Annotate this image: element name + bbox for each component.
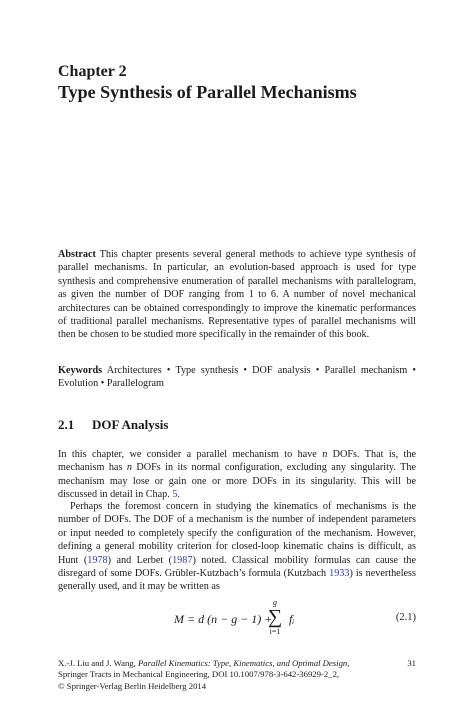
section-title: DOF Analysis — [92, 417, 169, 432]
abstract-text: This chapter presents several general methods to achieve type synthesis of parallel mechanisms. In particular, an evolution-based approach is used for type synthesis and comprehensive enumeration of parallel mechanisms with parallelogram, as given the number of DOF ranging from 1 to 6. A number of novel mechanical architectures can be obtained correspondingly to improve the kinematic performances of traditional parallel mechanisms. Representative types of parallel mechanisms will then be chosen to be studied more specifically in the remainder of this book. — [58, 249, 416, 341]
paragraph-1-text-c: DOFs in its normal configuration, excluding any singularity. The mechanism may lose or gain one or more DOFs in its singularity. This will be discussed in detail in Chap. — [58, 462, 416, 501]
footer-line-1 — [58, 658, 416, 669]
keywords — [58, 364, 416, 391]
variable-n: n — [322, 449, 328, 460]
summation-sign: ∑ — [267, 606, 283, 628]
summation-lower-limit: i=1 — [269, 627, 281, 636]
page-number: 31 — [407, 658, 416, 668]
variable-n: n — [126, 462, 132, 474]
equation-2-1 — [58, 598, 416, 642]
summation — [265, 598, 285, 636]
section-heading — [58, 417, 168, 433]
paragraph-2-text-a: Perhaps the foremost concern in studying the kinematics of mechanisms is the number of DOFs. The DOF of a mechanism is the number of independent parameters or input needed to completely specify the configuration of the mechanism. However, defining a general mobility criterion for closed-loop kinematic chains is difficult, as Hunt ( — [58, 501, 416, 566]
footer-line-3: © Springer-Verlag Berlin Heidelberg 2014 — [58, 680, 207, 691]
paragraph-2-text-b: ) and Lerbet ( — [107, 554, 173, 566]
keywords-text: Architectures • Type synthesis • DOF analysis • Parallel mechanism • Evolution • Parallelogram — [58, 365, 417, 390]
footer — [58, 658, 416, 692]
paragraph-2-text-c: ) noted. Classical mobility formulas can cause the disregard of some DOFs. Grübler-Kutzbach’s formula (Kutzbach — [58, 554, 416, 580]
footer-line-2: Springer Tracts in Mechanical Engineering, DOI 10.1007/978-3-642-36929-2_2, — [58, 669, 340, 680]
footer-authors: X.-J. Liu and J. Wang, — [58, 658, 138, 668]
paragraph-1-text-a: In this chapter, we consider a parallel mechanism to have — [58, 449, 323, 460]
chapter-title: Type Synthesis of Parallel Mechanisms — [58, 82, 357, 102]
footer-book-title: Parallel Kinematics: Type, Kinematics, and Optimal Design — [137, 658, 348, 668]
paragraph-1 — [58, 448, 416, 502]
equation-number: (2.1) — [395, 612, 416, 623]
footer-comma: , — [347, 658, 350, 668]
equation-lhs: M = d (n − g − 1) + — [174, 612, 273, 626]
paragraph-1-text-d: . — [177, 489, 180, 501]
paragraph-2 — [58, 500, 416, 594]
summation-upper-limit: g — [273, 598, 277, 607]
abstract — [58, 248, 416, 342]
keywords-label: Keywords — [58, 365, 103, 376]
paragraph-2-text-d: ) is nevertheless generally used, and it may be written as — [58, 568, 416, 593]
citation-lerbet-link[interactable]: 1987 — [172, 554, 193, 566]
abstract-label: Abstract — [58, 249, 96, 260]
citation-kutzbach-link[interactable]: 1933 — [329, 568, 350, 580]
section-number: 2.1 — [58, 417, 75, 432]
equation-term: fᵢ — [289, 612, 295, 626]
citation-hunt-link[interactable]: 1978 — [87, 554, 108, 566]
chapter-link[interactable]: 5 — [172, 489, 178, 501]
chapter-label: Chapter 2 — [58, 63, 127, 80]
paragraph-1-text-b: DOFs. That is, the mechanism has — [58, 449, 416, 474]
